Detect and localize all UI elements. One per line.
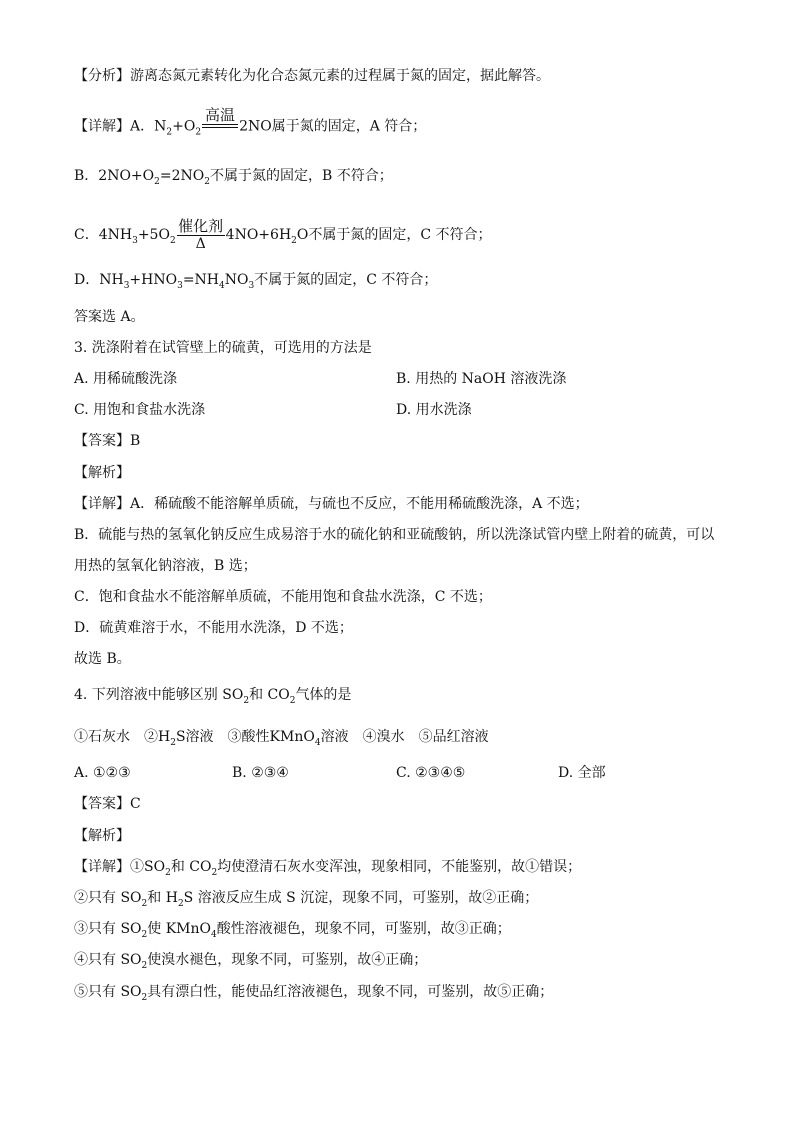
detail-a-line: 【详解】A．$N_2+O_2$ 高温 2NO属于氮的固定，A 符合； bbox=[74, 106, 427, 138]
q3-detail-a: 【详解】A．稀硫酸不能溶解单质硫，与硫也不反应，不能用稀硫酸洗涤，A 不选； bbox=[74, 496, 589, 512]
q4-option-a: A. ①②③ bbox=[74, 765, 131, 781]
q4-detail-5: ⑤只有 $SO_2$具有漂白性，能使品红溶液褪色，现象不同，可鉴别，故⑤正确； bbox=[74, 984, 554, 1003]
q4-detail-1: 【详解】$①SO_2$和 $CO_2$均使澄清石灰水变浑浊，现象相同，不能鉴别，故①错误； bbox=[74, 859, 582, 878]
reaction-condition: 催化剂 Δ bbox=[178, 217, 224, 252]
q3-option-a: A. 用稀硫酸洗涤 bbox=[74, 371, 178, 387]
q3-detail-b2: 用热的氢氧化钠溶液，B 选； bbox=[74, 558, 257, 574]
detail-b-line: B．$2NO+O_2=2NO_2$不属于氮的固定，B 不符合； bbox=[74, 168, 393, 187]
q4-detail-3: ③只有 $SO_2$使 KMnO$_4$酸性溶液褪色，现象不同，可鉴别，故③正确； bbox=[74, 921, 511, 940]
q4-analysis-label: 【解析】 bbox=[74, 828, 130, 844]
q3-option-c: C. 用饱和食盐水洗涤 bbox=[74, 402, 206, 418]
question-4-stem: 4. 下列溶液中能够区别 $SO_2$和 $CO_2$气体的是 bbox=[74, 687, 352, 706]
q4-answer: 【答案】C bbox=[74, 796, 141, 812]
question-3-stem: 3. 洗涤附着在试管壁上的硫黄，可选用的方法是 bbox=[74, 340, 372, 356]
q3-analysis-label: 【解析】 bbox=[74, 465, 130, 481]
q4-option-b: B. ②③④ bbox=[232, 765, 289, 781]
q4-option-c: C. ②③④⑤ bbox=[396, 765, 466, 781]
conclusion-q2: 答案选 A。 bbox=[74, 309, 145, 325]
q3-conclusion: 故选 B。 bbox=[74, 651, 131, 667]
q3-option-b: B. 用热的 NaOH 溶液洗涤 bbox=[396, 371, 567, 387]
detail-d-line: D．$NH_3+HNO_3=NH_4NO_3$不属于氮的固定，C 不符合； bbox=[74, 272, 438, 291]
detail-c-line: C．$4NH_3+5O_2$ 催化剂 Δ $4NO+6H_2O$不属于氮的固定，C 不符合； bbox=[74, 217, 492, 252]
analysis-line: 【分析】游离态氮元素转化为化合态氮元素的过程属于氮的固定，据此解答。 bbox=[74, 68, 550, 84]
q3-option-d: D. 用水洗涤 bbox=[396, 402, 472, 418]
q4-detail-4: ④只有 $SO_2$使溴水褪色，现象不同，可鉴别，故④正确； bbox=[74, 952, 428, 971]
q3-answer: 【答案】B bbox=[74, 433, 141, 449]
reaction-condition: 高温 bbox=[202, 107, 238, 128]
q4-items: ①石灰水 $②H_2S$溶液 ③酸性KMnO$_4$溶液 ④溴水 ⑤品红溶液 bbox=[74, 729, 489, 748]
q4-option-d: D. 全部 bbox=[558, 765, 606, 781]
q4-detail-2: ②只有 $SO_2$和 $H_2S$ 溶液反应生成 S 沉淀，现象不同，可鉴别，故②正确； bbox=[74, 890, 539, 909]
q3-detail-b1: B．硫能与热的氢氧化钠反应生成易溶于水的硫化钠和亚硫酸钠，所以洗涤试管内壁上附着的硫黄，可以 bbox=[74, 527, 715, 543]
q3-detail-c: C．饱和食盐水不能溶解单质硫，不能用饱和食盐水洗涤，C 不选； bbox=[74, 589, 492, 605]
q3-detail-d: D．硫黄难溶于水，不能用水洗涤，D 不选； bbox=[74, 620, 353, 636]
